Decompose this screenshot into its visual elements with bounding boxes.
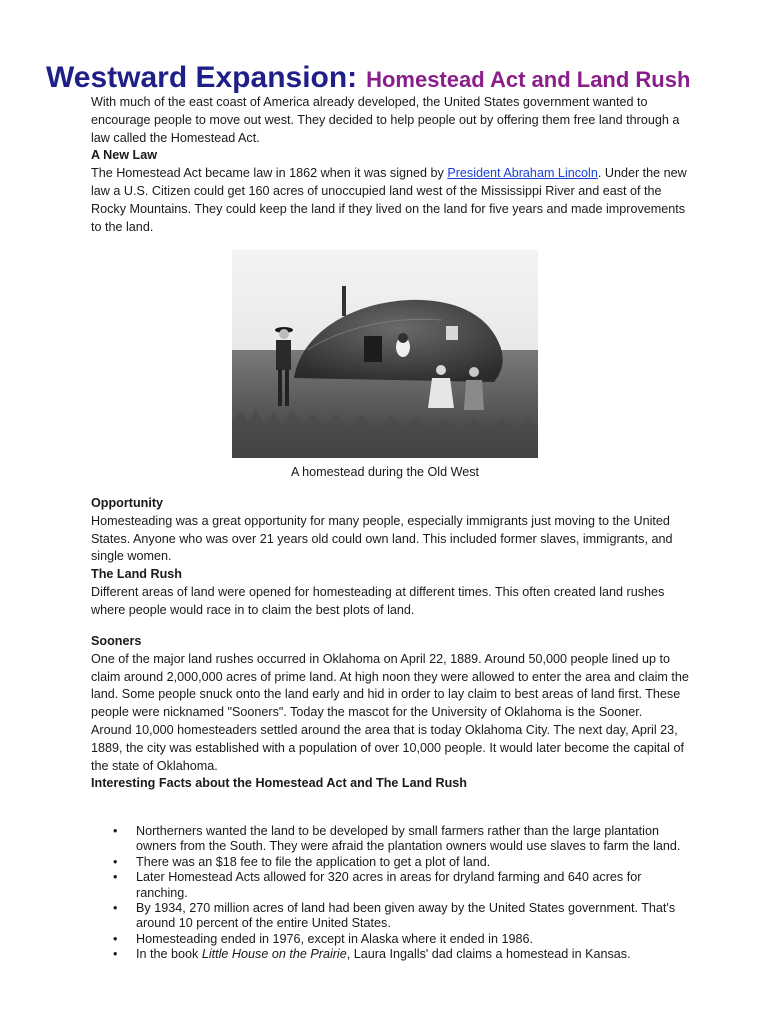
page-title — [46, 58, 690, 95]
new-law-paragraph — [91, 165, 691, 236]
fact-text: Homesteading ended in 1976, except in Alaska where it ended in 1986. — [136, 931, 533, 946]
list-item — [91, 870, 691, 901]
bullet-icon: • — [113, 854, 118, 869]
facts-list — [91, 824, 691, 963]
fact-text-before: In the book — [136, 947, 202, 962]
bullet-icon: • — [113, 824, 118, 838]
facts-heading: Interesting Facts about the Homestead Act and The Land Rush — [91, 776, 467, 791]
fact-text: Later Homestead Acts allowed for 320 acres in areas for dryland farming and 640 acres for ranching. — [136, 870, 642, 900]
opportunity-heading: Opportunity — [91, 496, 164, 510]
list-item — [91, 947, 691, 962]
fact-text: Northerners wanted the land to be developed by small farmers rather than the large plantation owners from the South. They were afraid the plantation owners would use slaves to farm the land. — [136, 824, 681, 854]
sooners-heading: Sooners — [91, 634, 142, 648]
opportunity-section — [91, 495, 691, 620]
bullet-icon: • — [113, 901, 118, 916]
land-rush-heading: The Land Rush — [91, 567, 182, 582]
list-item — [91, 901, 691, 932]
intro-paragraph: With much of the east coast of America already developed, the United States government wanted to encourage people to move out west. They decided to help people out by offering them free land through a law called the Homestead Act. — [91, 95, 680, 145]
bullet-icon: • — [113, 931, 118, 946]
sooners-section — [91, 633, 691, 793]
new-law-text-before: The Homestead Act became law in 1862 when it was signed by — [91, 166, 448, 181]
list-item — [91, 824, 691, 855]
fact-text: By 1934, 270 million acres of land had been given away by the United States government. That's around 10 percent of the entire United States. — [136, 901, 676, 931]
opportunity-paragraph: Homesteading was a great opportunity for many people, especially immigrants just moving to the United States. Anyone who was over 21 years old could own land. This included former slaves, immigrants, and single women. — [91, 513, 673, 564]
land-rush-paragraph: Different areas of land were opened for homesteading at different times. This often created land rushes where people would race in to claim the best plots of land. — [91, 584, 665, 617]
sooners-paragraph-2: Around 10,000 homesteaders settled around the area that is today Oklahoma City. The next day, April 23, 1889, the city was established with a population of over 10,000 people. It would later become the capital of the state of Oklahoma. — [91, 722, 684, 773]
sooners-paragraph-1: One of the major land rushes occurred in Oklahoma on April 22, 1889. Around 50,000 people lined up to claim around 2,000,000 acres of prime land. At high noon they were allowed to enter the area and claim the land. Some people snuck onto the land early and hid in order to lay claim to best areas of land first. These people were nicknamed "Sooners". Today the mascot for the University of Oklahoma is the Sooner. — [91, 651, 689, 720]
homestead-photo — [232, 250, 538, 458]
fact-text: There was an $18 fee to file the application to get a plot of land. — [136, 854, 491, 869]
fact-text-after: , Laura Ingalls' dad claims a homestead in Kansas. — [346, 947, 631, 962]
bullet-icon: • — [113, 947, 118, 962]
title-subtitle: Homestead Act and Land Rush — [366, 67, 691, 92]
new-law-heading: A New Law — [91, 148, 158, 163]
lincoln-link[interactable]: President Abraham Lincoln — [447, 166, 598, 181]
title-main: Westward Expansion: — [46, 61, 358, 94]
intro-section — [91, 94, 691, 236]
new-law-text-after: . Under the new law a U.S. Citizen could get 160 acres of unoccupied land west of the Mississippi River and east of the Rocky Mountains. They could keep the land if they lived on the land for five years and made improvements to the land. — [91, 166, 687, 234]
list-item — [91, 855, 691, 870]
list-item — [91, 932, 691, 947]
bullet-icon: • — [113, 870, 118, 885]
book-title: Little House on the Prairie — [201, 947, 347, 962]
photo-caption: A homestead during the Old West — [290, 465, 480, 479]
